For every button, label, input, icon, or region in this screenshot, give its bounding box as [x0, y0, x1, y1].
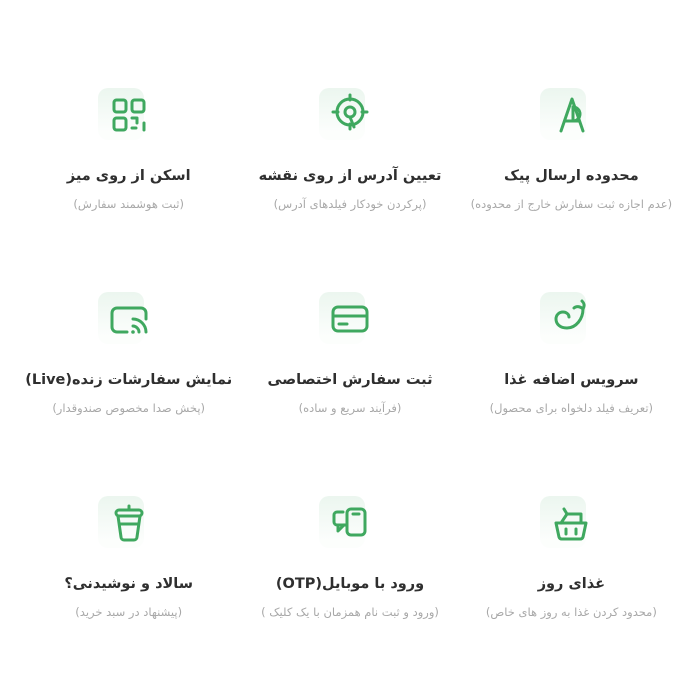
feature-subtitle: (ثبت هوشمند سفارش) [73, 197, 184, 212]
feature-title: سالاد و نوشیدنی؟ [64, 576, 194, 592]
feature-card [461, 266, 682, 470]
custom-order-card-icon [313, 282, 387, 356]
feature-subtitle: (عدم اجازه ثبت سفارش خارج از محدوده) [470, 197, 673, 212]
map-pin-target-icon [313, 78, 387, 152]
feature-subtitle: (تعریف فیلد دلخواه برای محصول) [489, 401, 654, 416]
feature-card [461, 470, 682, 674]
live-orders-screen-icon [92, 282, 166, 356]
qr-code-icon [92, 78, 166, 152]
feature-title: غذای روز [537, 576, 605, 592]
feature-card [239, 470, 460, 674]
mobile-otp-login-icon [313, 486, 387, 560]
feature-title: سرویس اضافه غذا [504, 372, 639, 388]
feature-title: نمایش سفارشات زنده(Live) [25, 372, 233, 388]
feature-card [239, 266, 460, 470]
feature-title: اسکن از روی میز [66, 168, 191, 184]
feature-card [18, 470, 239, 674]
feature-card [18, 266, 239, 470]
feature-subtitle: (فرآیند سریع و ساده) [298, 401, 402, 416]
feature-subtitle: (محدود کردن غذا به روز های خاص) [485, 605, 657, 620]
feature-card [461, 62, 682, 266]
feature-subtitle: (ورود و ثبت نام همزمان با یک کلیک ) [261, 605, 439, 620]
feature-card [18, 62, 239, 266]
feature-subtitle: (پرکردن خودکار فیلدهای آدرس) [273, 197, 427, 212]
feature-title: ورود با موبایل(OTP) [275, 576, 425, 592]
chili-pepper-icon [534, 282, 608, 356]
feature-title: محدوده ارسال پیک [503, 168, 639, 184]
feature-subtitle: (پخش صدا مخصوص صندوقدار) [52, 401, 206, 416]
feature-subtitle: (پیشنهاد در سبد خرید) [75, 605, 183, 620]
daily-food-basket-icon [534, 486, 608, 560]
feature-title: ثبت سفارش اختصاصی [267, 372, 433, 388]
feature-card [239, 62, 460, 266]
drink-cup-icon [92, 486, 166, 560]
delivery-zone-icon [534, 78, 608, 152]
feature-title: تعیین آدرس از روی نقشه [258, 168, 442, 184]
